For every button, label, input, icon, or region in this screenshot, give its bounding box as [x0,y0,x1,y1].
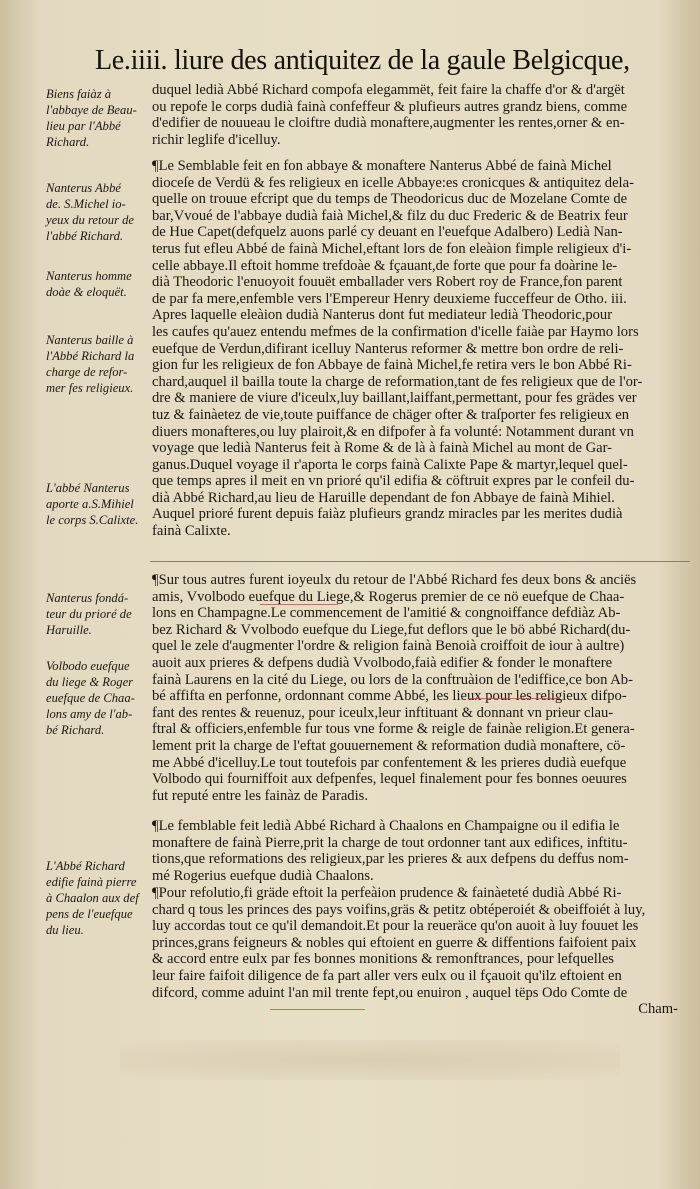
text-line: bar,Vvoué de l'abbaye dudià faià Michel,& filz du duc Frederic & de Beatrix feur [152,207,628,224]
text-line: monaftere de fainà Pierre,prit la charge de tout ordonner tant aux edifices, inftitu- [152,834,628,851]
text-line: lement prit la charge de l'eftat gouuernement & reformation dudià monaftere, cö- [152,737,626,754]
text-line: tuz & fainàetez de vie,toute puiffance de chäger ofter & traſporter fes religieux en [152,406,630,423]
text-line [152,540,678,557]
text-line: dià Theodoric l'enuoyoit fouuët emballader vers Robert roy de France,fon parent [152,274,623,291]
ink-underline [270,1009,365,1010]
text-line: d'edifier de nouueau le cloiftre dudià monaftere,augmenter les rentes,orner & en- [152,115,625,132]
note-line: Nanterus Abbé [46,181,121,195]
marginal-note [46,268,150,300]
text-line: fant des rentes & reuenuz, pour iceulx,leur inftituant & donnant vn prieur clau- [152,704,614,721]
text-line: que temps apres il meit en vn prioré qu'il edifia & cöftruit expres par le confeil du- [152,473,635,490]
note-line: Richard. [46,135,90,149]
note-line: Volbodo euefque [46,659,130,673]
text-line: les caufes qu'auez entendu mefmes de la confirmation d'icelle faiàe par Haymo lors [152,323,639,340]
note-line: Nanterus homme [46,269,132,283]
note-line: euefque de Chaa- [46,691,135,705]
text-line: fut reputé entre les fainàz de Paradis. [152,787,368,804]
text-line: ¶Le Semblable feit en fon abbaye & monaftere Nanterus Abbé de fainà Michel [152,158,612,174]
text-line: de par fa mere,enfemble vers l'Empereur Henry deuxieme fucceffeur de Otho. iii. [152,290,627,307]
text-line: richir leglife d'icelluy. [152,131,281,148]
note-line: L'abbé Nanterus [46,481,130,495]
note-line: aporte a.S.Mihiel [46,497,134,511]
text-line: voyage que ledià Nanterus feit à Rome & de là à fainà Michel au mont de Gar- [152,440,613,457]
marginal-note [46,858,150,938]
text-line: amis, Vvolbodo euefque du Liege,& Rogerus premier de ce nö euefque de Chaa- [152,588,625,605]
text-line: lons en Champagne.Le commencement de l'amitié & congnoiffance defdiàz Ab- [152,605,621,622]
text-line: dioceſe de Verdü & fes religieux en icelle Abbaye:es cronicques & antiquitez dela- [152,174,634,191]
text-line: tions,que reformations des religieux,par les prieres & aux defpens du deffus nom- [152,851,629,868]
note-line: Haruille. [46,623,92,637]
text-line: chard q tous les princes des pays voifins,gräs & petitz obtéperoiét & obeiffoiét à luy, [152,901,646,918]
marginal-note [46,658,150,738]
note-line: teur du prioré de [46,607,132,621]
note-line: le corps S.Calixte. [46,513,139,527]
note-line: l'abbaye de Beau- [46,103,137,117]
text-line: ¶Pour refolutio,fi gräde eftoit la perfeàion prudence & fainàeteté dudià Abbé Ri- [152,885,622,901]
section-divider [150,561,690,562]
note-line: bé Richard. [46,723,105,737]
note-line: du lieu. [46,923,84,937]
text-line: euefque de Verdun,difirant icelluy Nanterus reformer & mettre bon ordre de reli- [152,340,624,357]
text-line: quel le zele d'augmenter l'ordre & religion fainà Benoià croiffoit de iour à aultre) [152,638,625,655]
text-line: Auquel prioré furent depuis faiàz plufieurs grandz miracles par les merites dudià [152,506,623,523]
paragraph-beaulieu [152,82,678,148]
text-line: dià Abbé Richard,au lieu de Haruille dependant de fon Abbaye de fainà Mihiel. [152,489,615,506]
marginal-note [46,332,150,396]
note-line: à Chaalon aux def [46,891,139,905]
text-line: Apres laquelle eleàion dudià Nanterus dont fut mediateur ledià Theodoric,pour [152,307,613,324]
note-line: Nanterus fondá- [46,591,129,605]
marginal-note [46,180,150,244]
text-line: chard,auquel il bailla toute la charge de reformation,tant de fes religieux que de l'or- [152,373,643,390]
paper-stain [120,1040,620,1080]
marginal-note [46,480,150,528]
paragraph-resolution [152,885,678,1018]
note-line: L'Abbé Richard [46,859,125,873]
catchword: Cham- [638,1001,678,1018]
text-line: duquel ledià Abbé Richard compofa elegammët, feit faire la chaffe d'or & d'argët [152,82,625,98]
text-line: luy accordas tout ce qu'il demandoit.Et pour la reueräce qu'on auoit à luy fouuet les [152,918,639,935]
text-line: auoit aux prieres & defpens dudià Vvolbodo,faià edifier & fonder le monaftere [152,654,613,671]
note-line: edifie fainà pierre [46,875,137,889]
text-line: quelle on trouue efcript que du temps de Theodoricus duc de Mozelane Comte de [152,191,628,208]
ink-underline [470,698,560,699]
text-line: ¶Le femblable feit ledià Abbé Richard à Chaalons en Champaigne ou il edifia le [152,818,620,834]
text-line: diuers monafteres,ou luy plairoit,& en difpofer à fa volunté: Notamment durant vn [152,423,634,440]
text-line: fainà Laurens en la cité du Liege, ou lors de la conftruàion de l'ediffice,ce bon Ab- [152,671,633,688]
text-line: mé Rogerius euefque dudià Chaalons. [152,867,374,884]
note-line: l'Abbé Richard la [46,349,135,363]
note-line: pens de l'euefque [46,907,133,921]
text-line: fainà Calixte. [152,523,231,540]
paragraph-volbodo [152,572,678,804]
text-line: leur faire faifoit diligence de fa part aller vers eulx ou il fçauoit qu'ilz eftoient en [152,967,622,984]
note-line: doàe & eloquët. [46,285,127,299]
text-line: bé affifta en perfonne, ordonnant comme Abbé, les lieux pour les religieux difpo- [152,688,627,705]
text-line: bez Richard & Vvolbodo euefque du Liege,fut deflors que le bö abbé Richard(du- [152,621,631,638]
note-line: mer fes religieux. [46,381,134,395]
text-line: dre & maniere de viure d'iceulx,luy baillant,laiffant,permettant, pour fes grädes ver [152,390,637,407]
note-line: de. S.Michel io- [46,197,126,211]
text-line: de Hue Capet(defquelz auons parlé cy deuant en l'euefque Adalbero) Ledià Nan- [152,224,623,241]
marginal-note [46,590,150,638]
note-line: yeux du retour de [46,213,135,227]
note-line: Nanterus baille à [46,333,134,347]
note-line: charge de refor- [46,365,128,379]
text-line: ganus.Duquel voyage il r'aporta le corps fainà Calixte Pape & martyr,lequel quel- [152,456,628,473]
note-line: du liege & Roger [46,675,134,689]
text-line: ou repofe le corps dudià fainà confeffeur & plufieurs autres grandz biens, comme [152,98,628,115]
paragraph-chaalons [152,818,678,884]
text-line: me Abbé d'icelluy.Le tout toutefois par confentement & les prieres dudià euefque [152,754,627,771]
note-line: lons amy de l'ab- [46,707,133,721]
text-line: difcord, comme aduint l'an mil trente fept,ou enuiron , auquel tëps Odo Comte de [152,984,628,1001]
note-line: l'abbé Richard. [46,229,124,243]
paragraph-nanterus [152,158,678,556]
text-line: terus fut efleu Abbé de fainà Michel,eftant lors de fon eleàion fimple religieux d'i- [152,240,632,257]
text-line: & accord entre eulx par fes bonnes monitions & remonftrances, pour lefquelles [152,951,614,968]
ink-underline [260,604,338,605]
text-line: princes,grans feigneurs & nobles qui eftoient en guerre & diffentions faifoient paix [152,934,637,951]
text-line: celle abbaye.Il eftoit homme trefdoàe & fçauant,de forte que pour fa doàrine le- [152,257,618,274]
text-line: ftral & officiers,enfemble fur tous vne forme & reigle de fainàe religion.Et genera- [152,721,635,738]
note-line: Biens faiàz à [46,87,112,101]
text-line: Volbodo qui fourniffoit aux defpenfes, lequel finalement pour fes bonnes oeuures [152,771,627,788]
text-line: ¶Sur tous autres furent ioyeulx du retour de l'Abbé Richard fes deux bons & anciës [152,572,637,588]
note-line: lieu par l'Abbé [46,119,121,133]
text-line: gion fur les religieux de fon Abbaye de fainà Michel,fe retira vers le bon Abbé Ri- [152,357,632,374]
marginal-note [46,86,150,150]
running-header: Le.iiii. liure des antiquitez de la gaule Belgicque, [95,45,630,76]
